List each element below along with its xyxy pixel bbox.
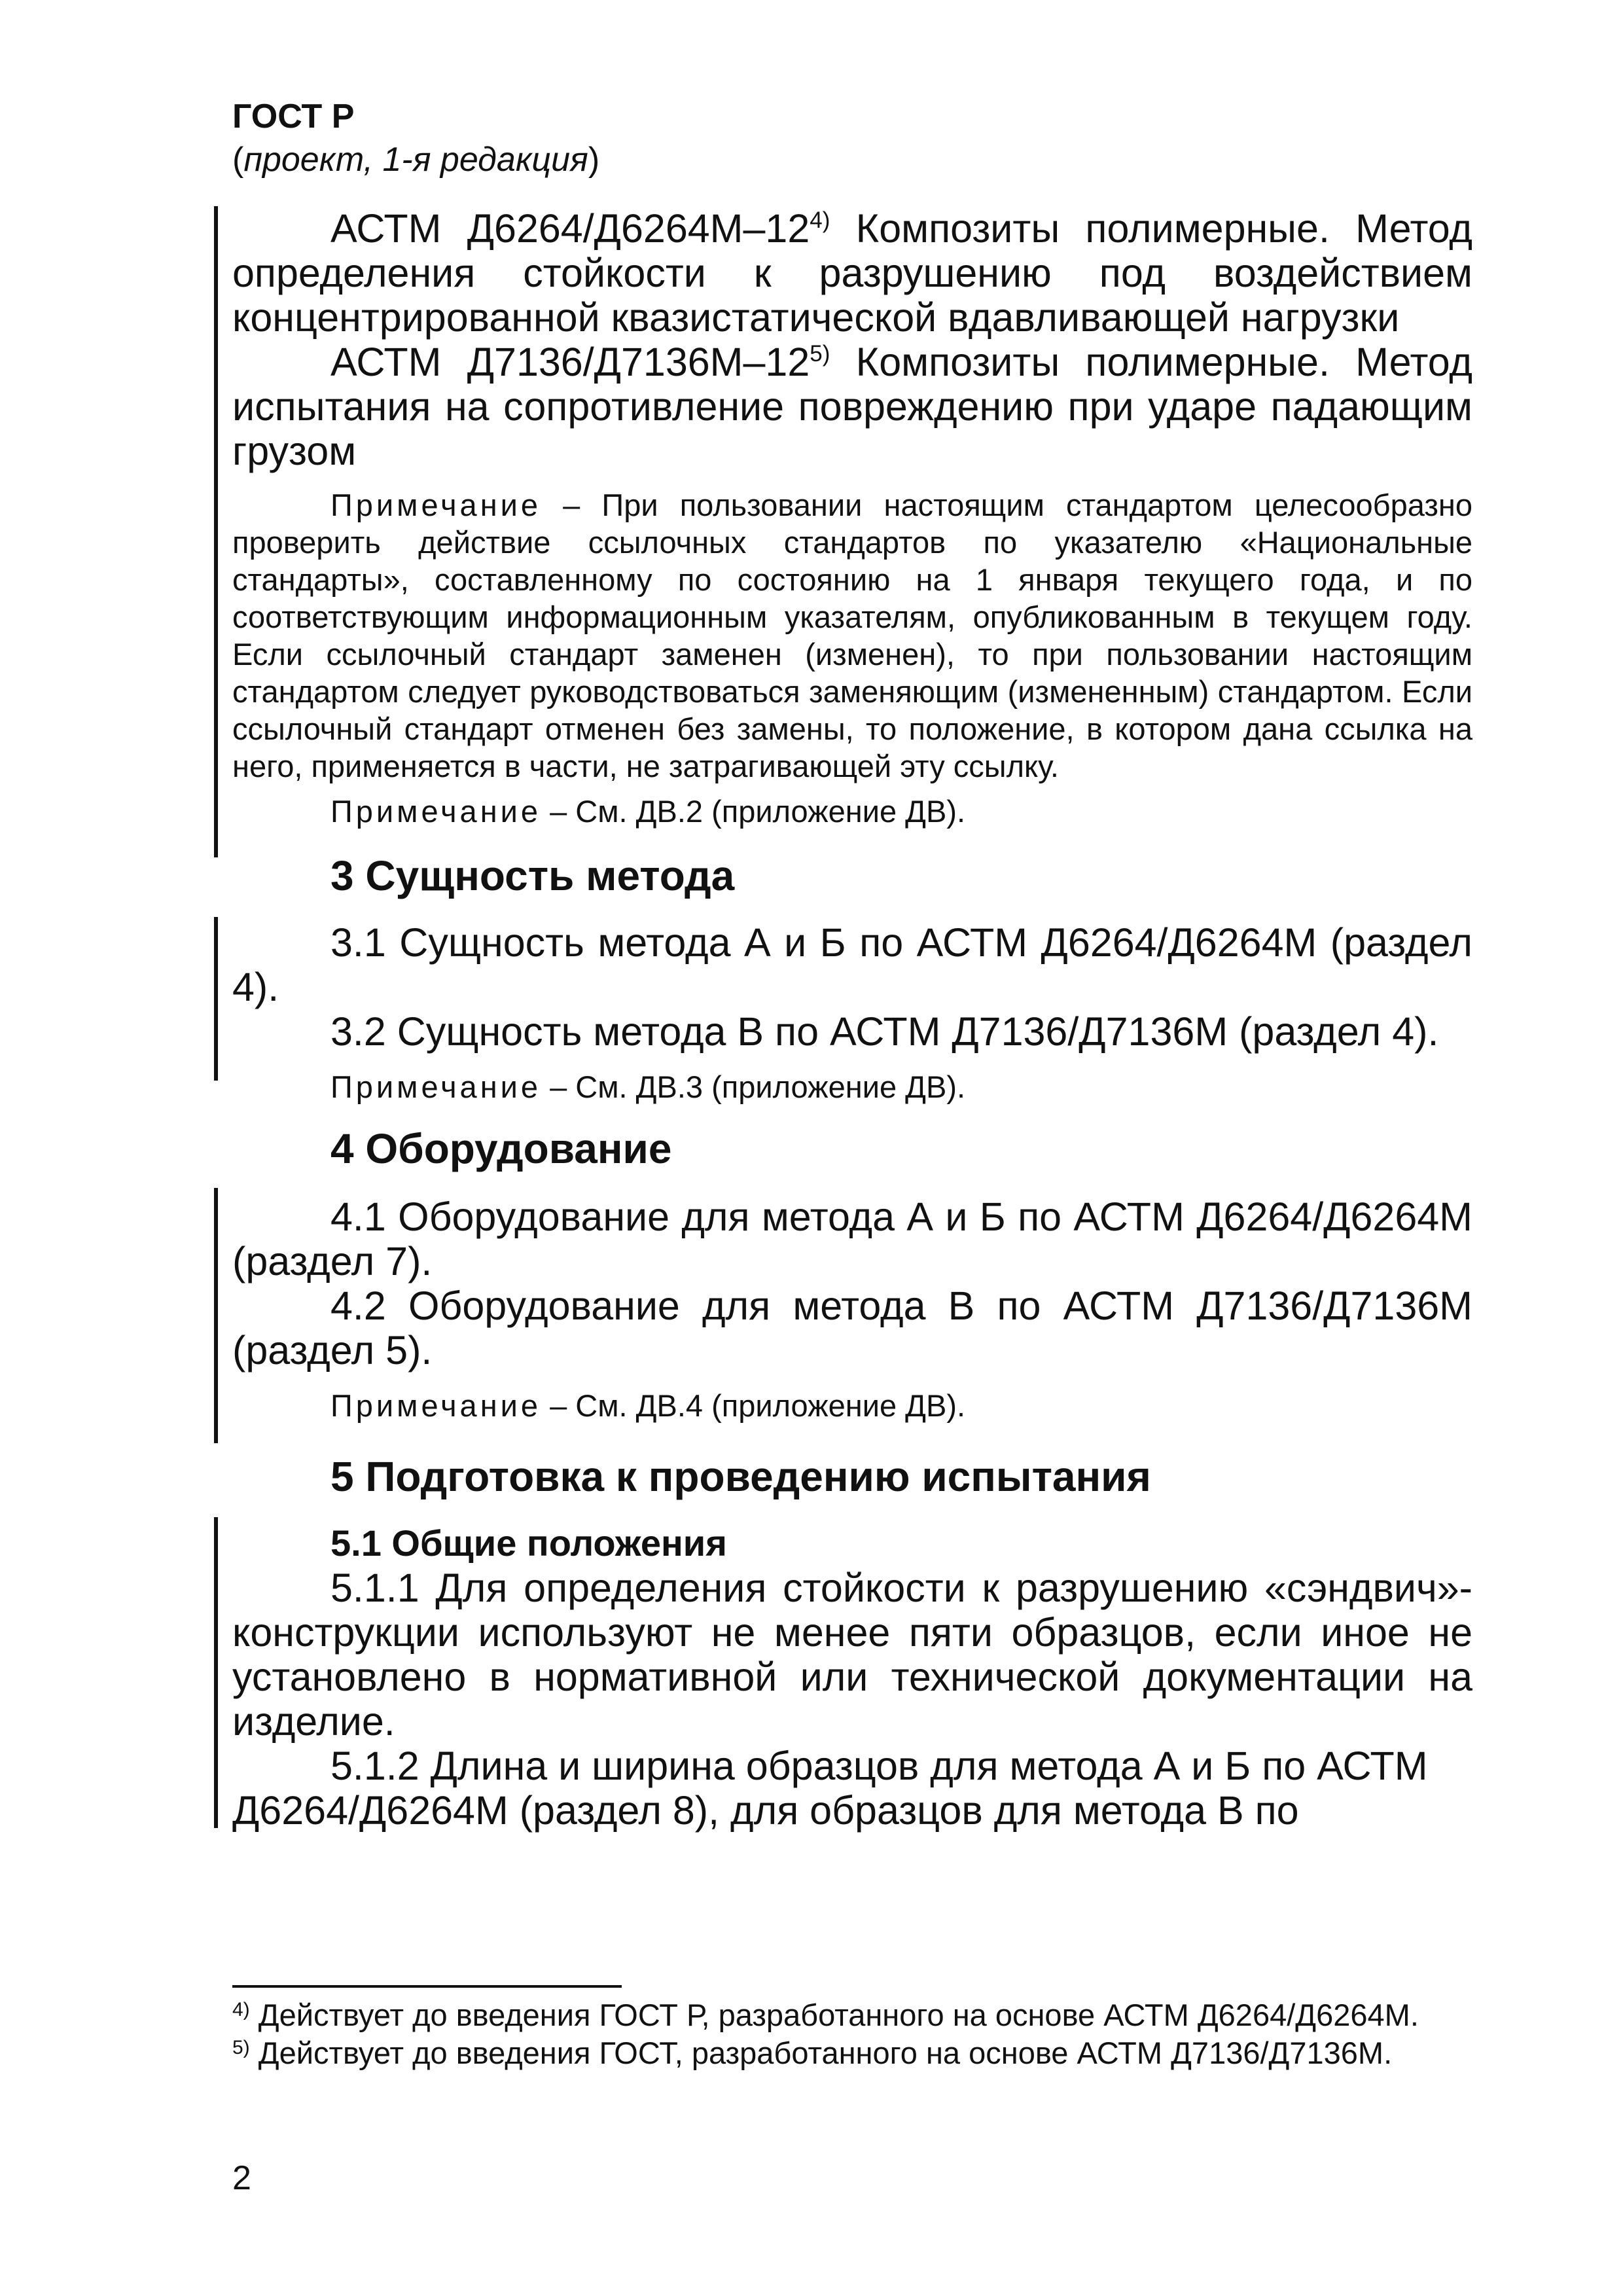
note-dv2 — [232, 793, 1472, 830]
paragraph-5-1-1: 5.1.1 Для определения стойкости к разрушению «сэндвич»-конструкции используют не менее пяти образцов, если иное не установлено в нормативной или технической документации на изделие. — [232, 1566, 1472, 1744]
draft-edition — [232, 138, 1472, 181]
references-block — [232, 206, 1472, 830]
paragraph-4-2: 4.2 Оборудование для метода В по АСТМ Д7136/Д7136М (раздел 5). — [232, 1283, 1472, 1372]
document-page — [232, 95, 1472, 1833]
note-dv4 — [232, 1387, 1472, 1424]
change-bar — [214, 1188, 218, 1443]
document-header — [232, 95, 1472, 181]
footnote-5 — [232, 2034, 1472, 2072]
paragraph-5-1-2: 5.1.2 Длина и ширина образцов для метода А и Б по АСТМ Д6264/Д6264М (раздел 8), для образцов для метода В по — [232, 1744, 1428, 1833]
note-text: – См. ДВ.3 (приложение ДВ). — [541, 1069, 966, 1104]
draft-label: проект, 1-я редакция — [243, 141, 588, 179]
paragraph-3-1: 3.1 Сущность метода А и Б по АСТМ Д6264/Д6264М (раздел 4). — [232, 920, 1472, 1009]
section-3-block — [232, 920, 1472, 1105]
note-references — [232, 486, 1472, 785]
section-4-block — [232, 1194, 1472, 1424]
footnote-mark: 4) — [232, 1999, 250, 2020]
reference-title: Композиты полимерные. Метод определения стойкости к разрушению под воздействием концентрированной квазистатической вдавливающей нагрузки — [232, 206, 1472, 340]
paragraph-4-1: 4.1 Оборудование для метода А и Б по АСТМ Д6264/Д6264М (раздел 7). — [232, 1194, 1472, 1283]
section-heading-4: 4 Оборудование — [330, 1125, 672, 1172]
close-paren: ) — [588, 141, 600, 179]
reference-astm-d6264 — [232, 206, 1472, 340]
section-5-block — [232, 1521, 1472, 1833]
reference-astm-d7136 — [232, 340, 1472, 473]
section-heading-5: 5 Подготовка к проведению испытания — [330, 1453, 1151, 1500]
footnote-ref: 4) — [810, 207, 830, 233]
reference-title: Композиты полимерные. Метод испытания на сопротивление повреждению при ударе падающим грузом — [232, 340, 1472, 473]
paragraph-3-2: 3.2 Сущность метода В по АСТМ Д7136/Д7136М (раздел 4). — [330, 1009, 1439, 1054]
standard-title: ГОСТ Р — [232, 98, 355, 135]
open-paren: ( — [232, 141, 244, 179]
change-bar — [214, 206, 218, 857]
change-bar — [214, 917, 218, 1081]
footnotes — [232, 1996, 1472, 2072]
footnote-4 — [232, 1996, 1472, 2034]
page-number: 2 — [232, 2159, 251, 2197]
footnote-text: Действует до введения ГОСТ Р, разработанного на основе АСТМ Д6264/Д6264М. — [249, 1998, 1419, 2032]
note-label: Примечание — [330, 1388, 542, 1423]
reference-code: АСТМ Д6264/Д6264М–12 — [330, 206, 810, 251]
note-text: – См. ДВ.2 (приложение ДВ). — [541, 794, 966, 829]
footnote-separator — [232, 1985, 622, 1988]
note-label: Примечание — [330, 1069, 542, 1104]
note-label: Примечание — [330, 794, 542, 829]
footnote-mark: 5) — [232, 2037, 250, 2058]
reference-code: АСТМ Д7136/Д7136М–12 — [330, 340, 810, 384]
footnote-text: Действует до введения ГОСТ, разработанного на основе АСТМ Д7136/Д7136М. — [249, 2036, 1393, 2070]
footnote-ref: 5) — [810, 341, 830, 367]
change-bar — [214, 1517, 218, 1828]
note-label: Примечание — [330, 488, 542, 522]
note-dv3 — [232, 1068, 1472, 1105]
section-heading-3: 3 Сущность метода — [330, 852, 735, 899]
note-text: – При пользовании настоящим стандартом целесообразно проверить действие ссылочных стандартов по указателю «Национальные стандарты», составленному по состоянию на 1 января текущего года, и по соответствующим информационным указателям, опубликованным в текущем году. Если ссылочный стандарт заменен (изменен), то при пользовании настоящим стандартом следует руководствоваться заменяющим (измененным) стандартом. Если ссылочный стандарт отменен без замены, то положение, в котором дана ссылка на него, применяется в части, не затрагивающей эту ссылку. — [232, 488, 1472, 783]
subsection-heading-5-1: 5.1 Общие положения — [330, 1522, 727, 1564]
note-text: – См. ДВ.4 (приложение ДВ). — [541, 1388, 966, 1423]
